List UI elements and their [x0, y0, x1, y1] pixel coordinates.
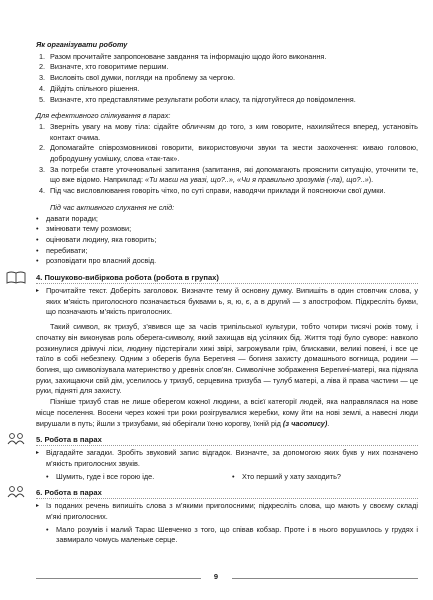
task-6-sentence: • Мало розумів і малий Тарас Шевченко з того, що співав кобзар. Проте і в нього ворушилось у грудях і завмирало чомусь маленьке серце.: [46, 525, 418, 546]
list-item: • давати поради;: [36, 214, 418, 225]
riddles: [36, 472, 418, 483]
task-6: [36, 486, 418, 546]
list-item: 1. Разом прочитайте запропоноване завдання та інформацію щодо його виконання.: [39, 51, 327, 61]
task-5-header: [36, 433, 418, 446]
listen-list: [36, 214, 418, 268]
list-item: 3. За потреби ставте уточнювальні запитання (запитання, які допомагають прояснити ситуацію, уточнити те, що вже відомо. Наприклад: «Ти маєш на увазі, що?..», «Чи я правильно зрозумів (-ла), що?..»).: [39, 164, 418, 185]
task-4-title: 4. Пошуково-вибіркова робота (робота в групах): [36, 272, 219, 282]
comm-heading: Для ефективного спілкування в парах:: [36, 111, 171, 121]
task-5: [36, 433, 418, 482]
list-item: 2. Допомагайте співрозмовникові говорити, використовуючи звуки та жести заохочення: киваю головою, добродушну усмішку, слова «так-так».: [39, 143, 418, 164]
task-4-paragraph-2: Пізніше тризуб став не лише оберегом кожної людини, а всієї категорії людей, яка направлялася на нове місце поселення. Восени через кожні три роки розігрувалися жеребки, кому йти на нові землі, а навесні люди вирушали в путь; йшли з тризубами, які оберігали їхню корогву, їхній рід (з часопису).: [36, 397, 418, 428]
page-footer: [0, 572, 433, 584]
task-6-instruction: ▸ Із поданих речень випишіть слова з м’якими приголосними; підкресліть слова, що мають у своєму складі м’які приголосних.: [36, 501, 418, 522]
riddle-2: • Хто перший у хату заходить?: [232, 472, 418, 483]
page-number: 9: [213, 572, 219, 581]
org-list: [36, 52, 418, 106]
list-item: 2. Визначте, хто говоритиме першим.: [39, 62, 169, 72]
list-item: 4. Під час висловлювання говоріть чітко, по суті справи, наводячи приклади й пояснюючи свої думки.: [39, 186, 386, 196]
task-4-header: [36, 271, 418, 284]
org-heading: Як організувати роботу: [36, 40, 128, 49]
pair-work-icon: [6, 432, 26, 446]
comm-list: [36, 122, 418, 197]
task-6-header: [36, 486, 418, 499]
book-icon: [6, 270, 26, 284]
list-item: 4. Дійдіть спільного рішення.: [39, 83, 140, 93]
task-5-title: 5. Робота в парах: [36, 434, 102, 444]
source-note: (з часопису): [282, 418, 328, 428]
task-4: [36, 271, 418, 429]
list-item: • змінювати тему розмови;: [36, 224, 418, 235]
list-item: 1. Зверніть увагу на мову тіла: сідайте обличчям до того, з ким говорите, нахиляйтеся вперед, установіть контакт очима.: [39, 121, 418, 142]
task-4-instruction: ▸ Прочитайте текст. Доберіть заголовок. Визначте тему й основну думку. Випишіть в один стовпчик слова, у яких м’якість приголосного позначається буквами ь, я, ю, є, а в другий — з апострофом. Підкресліть букви, що позначають м’якість приголосних.: [36, 286, 418, 318]
page-content: [36, 40, 418, 546]
task-4-paragraph-1: Такий символ, як тризуб, з’явився ще за часів трипільської культури, тобто чотири тисячі років тому, і спочатку він виконував роль оберега-символу, який захищав від усіляких бід. Життя тоді було суворе: навколо розкинулися дрімучі ліси, людину підстерігали хижі звірі, загрожували грім, блискавки, великі повені, і все це таїло в собі небезпеку. Одним з оберегів була Берегиня — богиня захисту домашнього вогнища, родини — богиня, що символізувала материнство у древніх слов’ян. Символічне зображення Берегині-матері, яка підняла руки, захищаючи свій дім, уселилось у тризуб, серцевина тризуба — тулуб матері, а ліва й права частини — це руки, підняті для захисту.: [36, 322, 418, 396]
pair-work-icon: [6, 485, 26, 499]
list-item: 3. Висловіть свої думки, погляди на проблему за чергою.: [39, 73, 235, 83]
footer-rule-right: [232, 578, 418, 579]
riddle-1: • Шумить, гуде і все горою іде.: [46, 472, 232, 483]
task-5-instruction: ▸ Відгадайте загадки. Зробіть звуковий запис відгадок. Визначте, за допомогою яких букв у них позначено м’якість приголосних звуків.: [36, 448, 418, 469]
task-6-title: 6. Робота в парах: [36, 487, 102, 497]
list-item: 5. Визначте, хто представлятиме результати роботи класу, та підготуйтеся до повідомлення.: [39, 94, 356, 104]
footer-rule-left: [36, 578, 201, 579]
list-item: • перебивати;: [36, 246, 418, 257]
list-item: • розповідати про власний досвід.: [36, 256, 418, 267]
listen-heading: Під час активного слухання не слід:: [50, 202, 175, 212]
list-item: • оцінювати людину, яка говорить;: [36, 235, 418, 246]
